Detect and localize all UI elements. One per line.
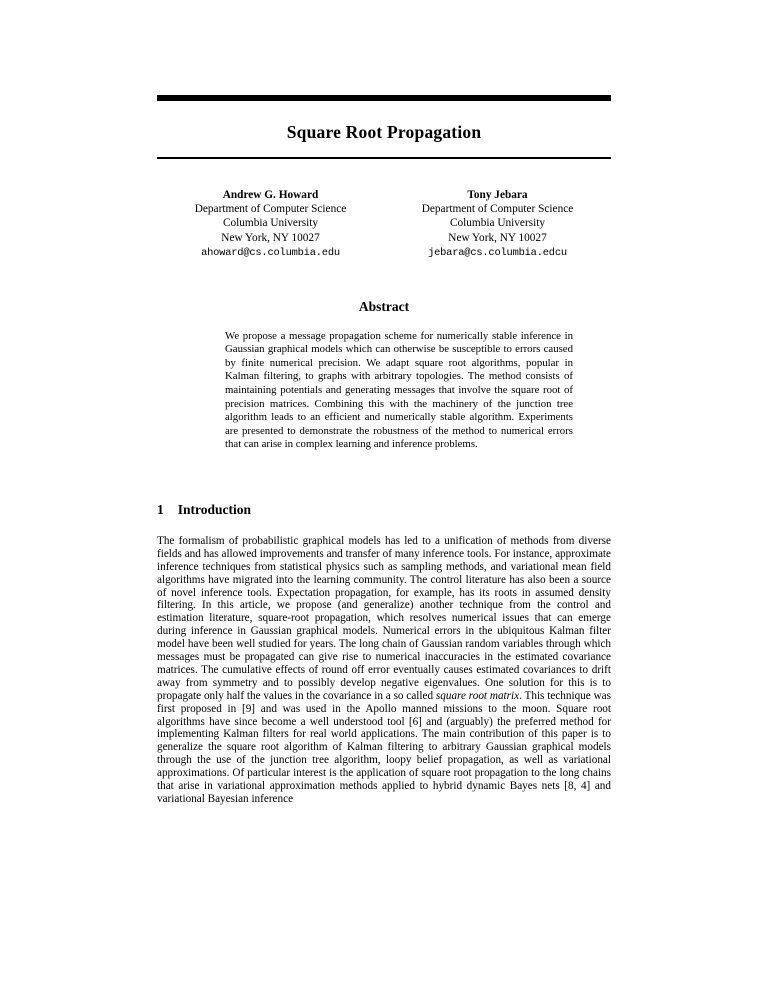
author-2-university: Columbia University <box>449 217 546 230</box>
section-heading-introduction <box>157 502 611 518</box>
section-number: 1 <box>157 501 164 517</box>
author-1-name: Andrew G. Howard <box>222 188 319 201</box>
title-rule <box>157 157 611 159</box>
author-1-university: Columbia University <box>222 217 319 230</box>
introduction-text-part-2: . This technique was first proposed in [9] and was used in the Apollo manned missions to the moon. Square root algorithms have since become a well understood tool [6] and (arguably) the preferred method for implementing Kalman filters for real world applications. The main contribution of this paper is to generalize the square root algorithm of Kalman filtering to arbitrary Gaussian graphical models through the use of the junction tree algorithm, loopy belief propagation, as well as variational approximations. Of particular interest is the application of square root propagation to the long chains that arise in variational approximation methods applied to hybrid dynamic Bayes nets [8, 4] and variational Bayesian inference <box>157 689 611 805</box>
author-2-email: jebara@cs.columbia.edcu <box>428 247 567 260</box>
author-1 <box>157 188 384 261</box>
top-rule <box>157 95 611 101</box>
introduction-paragraph <box>157 535 611 806</box>
author-1-city: New York, NY 10027 <box>221 231 320 244</box>
authors-block <box>157 188 611 261</box>
author-1-department: Department of Computer Science <box>194 202 347 215</box>
abstract-text: We propose a message propagation scheme for numerically stable inference in Gaussian graphical models which can otherwise be susceptible to errors caused by finite numerical precision. We adapt square root algorithms, popular in Kalman filtering, to graphs with arbitrary topologies. The method consists of maintaining potentials and generating messages that involve the square root of precision matrices. Combining this with the machinery of the junction tree algorithm leads to an efficient and numerically stable algorithm. Experiments are presented to demonstrate the robustness of the method to numerical errors that can arise in complex learning and inference problems. <box>225 329 573 451</box>
author-2-city: New York, NY 10027 <box>448 231 547 244</box>
introduction-text-part-1: The formalism of probabilistic graphical models has led to a unification of methods from diverse fields and has allowed improvements and transfer of many inference tools. For instance, approximate inference techniques from statistical physics such as sampling methods, and variational mean field algorithms have migrated into the learning community. The control literature has also been a source of novel inference tools. Expectation propagation, for example, has its roots in assumed density filtering. In this article, we propose (and generalize) another technique from the control and estimation literature, square-root propagation, which resolves numerical issues that can emerge during inference in Gaussian graphical models. Numerical errors in the ubiquitous Kalman filter model have been well studied for years. The long chain of Gaussian random variables through which messages must be propagated can give rise to numerical inaccuracies in the estimated covariance matrices. The cumulative effects of round off error eventually causes estimated covariances to drift away from symmetry and to possibly develop negative eigenvalues. One solution for this is to propagate only half the values in the covariance in a so called <box>157 534 611 702</box>
section-title: Introduction <box>177 501 252 517</box>
author-2-name: Tony Jebara <box>467 188 528 201</box>
author-1-email: ahoward@cs.columbia.edu <box>201 247 340 260</box>
introduction-text-italic: square root matrix <box>435 689 520 702</box>
abstract-heading: Abstract <box>358 298 410 314</box>
author-2 <box>384 188 611 261</box>
paper-title: Square Root Propagation <box>286 122 482 142</box>
paper-page <box>157 0 611 806</box>
author-2-department: Department of Computer Science <box>421 202 574 215</box>
